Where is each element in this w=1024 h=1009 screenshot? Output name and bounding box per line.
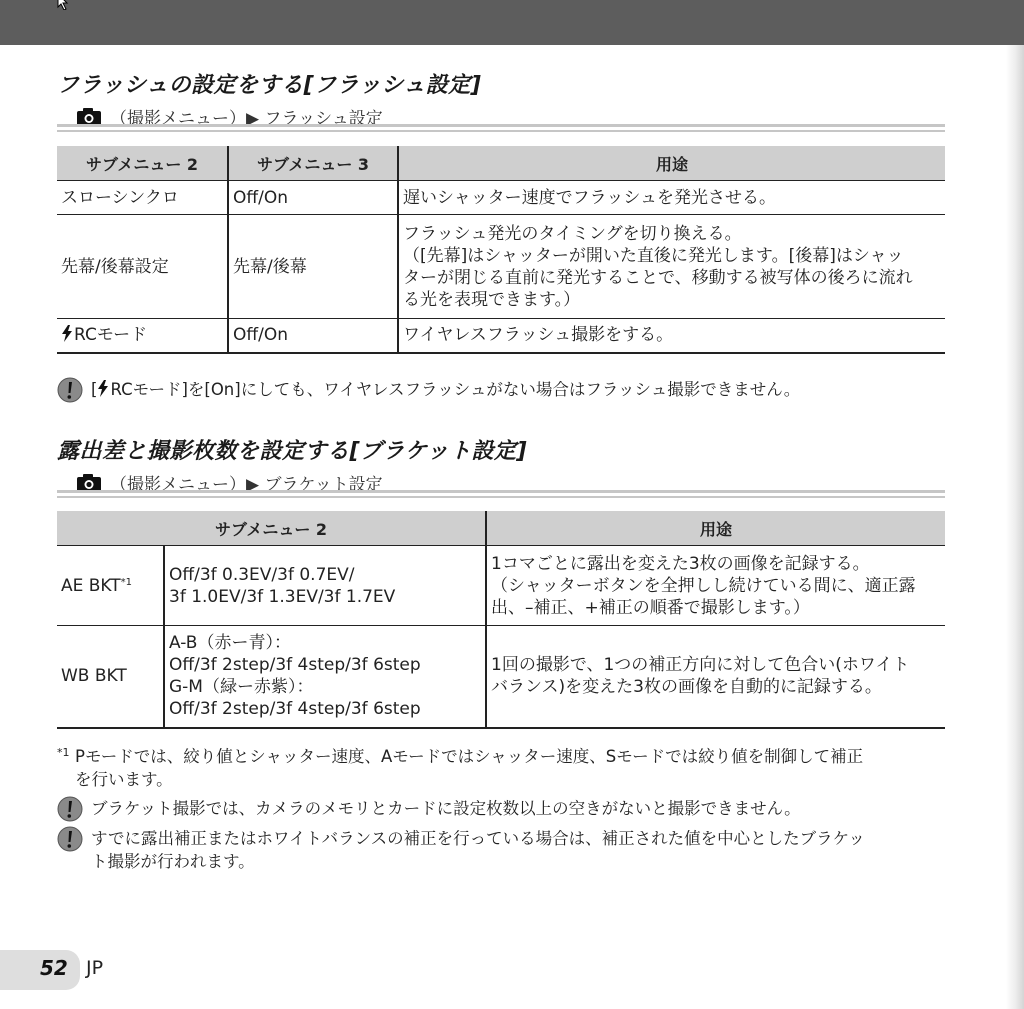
row-submenu2: スローシンクロ [57,181,228,215]
row-submenu3: Off/On [228,319,398,353]
row-options [164,546,486,626]
usage-line: （[先幕]はシャッターが開いた直後に発光します。[後幕]はシャッ [403,245,904,266]
caution-icon [57,826,83,852]
note-line: ト撮影が行われます。 [91,852,255,871]
note-text: ブラケット撮影では、カメラのメモリとカードに設定枚数以上の空きがないと撮影できません。 [91,799,801,818]
footnote-mark: *1 [57,746,70,759]
row-submenu2 [57,319,228,353]
usage-line: る光を表現できます。） [403,289,581,310]
viewer-top-bar [0,0,1024,45]
table-row [57,626,945,728]
row-submenu2: 先幕/後幕設定 [57,215,228,319]
usage-line: バランス)を変えた3枚の画像を自動的に記録する。 [491,677,882,698]
option-line: Off/3f 0.3EV/3f 0.7EV/ [169,564,355,585]
bracket-section-rule [57,490,945,498]
option-line: Off/3f 2step/3f 4step/3f 6step [169,655,421,676]
footnote-line: Pモードでは、絞り値とシャッター速度、Aモードではシャッター速度、Sモードでは絞り値を制御して補正 [75,747,864,766]
bracket-section-title: 露出差と撮影枚数を設定する[ブラケット設定] [57,439,528,464]
row-usage: 遅いシャッター速度でフラッシュを発光させる。 [398,181,945,215]
bracket-footnote [57,745,947,791]
option-line: 3f 1.0EV/3f 1.3EV/3f 1.7EV [169,586,396,607]
usage-line: 出、–補正、+補正の順番で撮影します。） [491,597,810,618]
table-row [57,546,945,626]
flash-section-title: フラッシュの設定をする[フラッシュ設定] [57,73,482,98]
bracket-caution-note-1 [57,797,947,822]
row-options [164,626,486,728]
language-label: JP [86,957,104,979]
bracket-caution-note-2 [57,827,947,873]
flash-bolt-icon [97,380,109,397]
table-header-row [57,511,945,546]
caution-icon [57,796,83,822]
caution-icon [57,377,83,403]
header-submenu3: サブメニュー 3 [228,146,398,181]
usage-line: 1回の撮影で、1つの補正方向に対して色合い(ホワイト [491,655,910,676]
header-submenu2: サブメニュー 2 [57,511,486,546]
cursor-icon [56,0,72,10]
footnote-line: を行います。 [75,770,173,789]
flash-menu-path-text: （撮影メニュー）▶ フラッシュ設定 [110,109,383,129]
row-usage [486,626,945,728]
usage-line: フラッシュ発光のタイミングを切り換える。 [403,223,742,244]
note-text [91,827,865,873]
table-header-row [57,146,945,181]
usage-line: ターが閉じる直前に発光することで、移動する被写体の後ろに流れ [403,267,913,288]
row-submenu3: 先幕/後幕 [228,215,398,319]
bracket-settings-table [57,511,945,729]
flash-settings-table [57,146,945,354]
row-usage [486,546,945,626]
note-bracket: [ [91,380,98,399]
note-line: すでに露出補正またはホワイトバランスの補正を行っている場合は、補正された値を中心としたブラケッ [91,829,865,848]
option-line: Off/3f 2step/3f 4step/3f 6step [169,699,421,720]
footnote-ref: *1 [120,576,133,588]
rc-mode-label: RCモード [74,325,148,346]
usage-line: （シャッターボタンを全押しし続けている間に、適正露 [491,575,916,596]
option-line: A-B（赤ー青）： [169,633,291,654]
row-submenu3: Off/On [228,181,398,215]
flash-note-text [91,378,800,401]
header-usage: 用途 [486,511,945,546]
table-row [57,319,945,353]
note-body: RCモード]を[On]にしても、ワイヤレスフラッシュがない場合はフラッシュ撮影できません。 [110,380,801,399]
row-name: WB BKT [57,626,164,728]
footnote-text [75,745,863,791]
flash-bolt-icon [61,325,73,342]
option-line: G-M（緑ー赤紫）： [169,677,314,698]
ae-bkt-label: AE BKT [61,575,121,596]
row-usage: ワイヤレスフラッシュ撮影をする。 [398,319,945,353]
usage-line: 1コマごとに露出を変えた3枚の画像を記録する。 [491,553,870,574]
table-row [57,181,945,215]
header-usage: 用途 [398,146,945,181]
page-number: 52 [40,956,68,980]
flash-caution-note [57,378,947,403]
row-name [57,546,164,626]
row-usage [398,215,945,319]
bracket-menu-path-text: （撮影メニュー）▶ ブラケット設定 [110,475,383,495]
header-submenu2: サブメニュー 2 [57,146,228,181]
page-edge-shadow [1006,45,1024,1009]
table-row [57,215,945,319]
flash-section-rule [57,124,945,132]
